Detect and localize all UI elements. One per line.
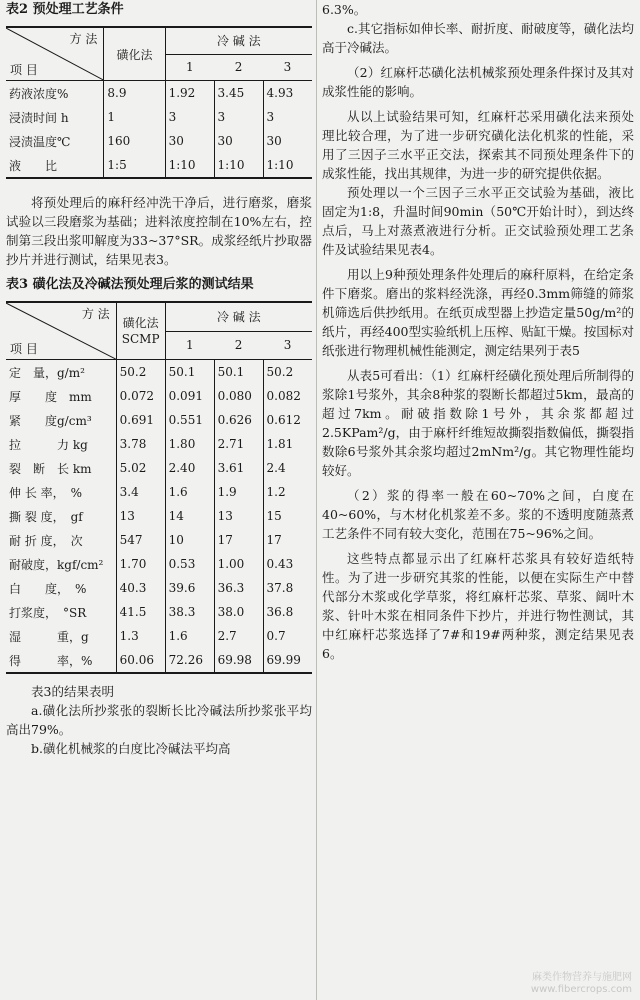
cell-value: 3 [263, 105, 312, 129]
cell-value: 5.02 [116, 456, 165, 480]
table-row [6, 600, 312, 624]
table-row [6, 456, 312, 480]
cell-value: 0.082 [263, 384, 312, 408]
row-label: 耐 折 度， 次 [9, 533, 83, 548]
row-label: 药液浓度% [6, 81, 104, 106]
table-row [6, 624, 312, 648]
row-label: 撕 裂 度， gf [9, 509, 83, 524]
table2-diagonal-header [6, 27, 104, 81]
cell-value: 36.3 [214, 576, 263, 600]
row-label: 伸 长 率， % [9, 485, 83, 500]
cell-value: 14 [165, 504, 214, 528]
cell-value: 1.9 [214, 480, 263, 504]
cell-value: 3.61 [214, 456, 263, 480]
row-label: 液 比 [6, 153, 104, 178]
table3-diagonal-header [6, 302, 116, 360]
header-sub: 3 [263, 54, 312, 81]
cell-value: 1:10 [263, 153, 312, 178]
right-paragraph-3: 从以上试验结果可知，红麻杆芯采用磺化法来预处理比较合理，为了进一步研究磺化法化机浆的性能，采用了三因子三水平正交法，探索其不同预处理条件下的成浆性能，找出其规律，为进一步的研究提供依据。 [322, 109, 634, 181]
cell-value: 38.0 [214, 600, 263, 624]
left-note-a: a.磺化法所抄浆张的裂断长比冷碱法所抄浆张平均高出79%。 [6, 703, 312, 737]
table2-title: 表2 预处理工艺条件 [6, 2, 124, 17]
cell-value: 160 [104, 129, 165, 153]
cell-value: 3.45 [214, 81, 263, 106]
table-row [6, 552, 312, 576]
table-row [6, 528, 312, 552]
cell-value: 3.4 [116, 480, 165, 504]
cell-value: 41.5 [116, 600, 165, 624]
header-sub: 1 [165, 331, 214, 359]
cell-value: 4.93 [263, 81, 312, 106]
row-label: 浸渍时间 h [9, 110, 69, 125]
left-paragraph-1: 将预处理后的麻秆经冲洗干净后，进行磨浆，磨浆试验以三段磨浆为基础；进料浓度控制在10%左右，控制第三段出浆叩解度为33~37°SR。成浆经纸片抄取器抄片并进行测试，结果见表3。 [6, 195, 312, 267]
table-row [6, 81, 312, 106]
cell-value: 1.6 [165, 624, 214, 648]
cell-value: 0.612 [263, 408, 312, 432]
table3-title: 表3 磺化法及冷碱法预处理后浆的测试结果 [6, 277, 254, 292]
cell-value: 0.53 [165, 552, 214, 576]
cell-value: 1.3 [116, 624, 165, 648]
header-item: 项 目 [10, 63, 38, 77]
row-label: 得 率，% [6, 648, 116, 673]
table-row [6, 360, 312, 385]
table2 [6, 26, 312, 179]
table-row [6, 408, 312, 432]
cell-value: 3 [214, 105, 263, 129]
cell-value: 1.6 [165, 480, 214, 504]
cell-value: 1.70 [116, 552, 165, 576]
header-method: 方 法 [81, 307, 110, 321]
table-row [6, 480, 312, 504]
table-row [6, 105, 312, 129]
cell-value: 3.78 [116, 432, 165, 456]
header-method: 方 法 [69, 32, 98, 46]
right-column [322, 0, 634, 663]
row-label: 打浆度， °SR [9, 605, 87, 620]
table-row [6, 504, 312, 528]
cell-value: 30 [165, 129, 214, 153]
cell-value: 39.6 [165, 576, 214, 600]
row-label: 耐破度，kgf/cm² [9, 557, 104, 572]
cell-value: 15 [263, 504, 312, 528]
right-paragraph-5: 用以上9种预处理条件处理后的麻秆原料，在给定条件下磨浆。磨出的浆料经洗涤，再经0.3mm筛缝的筛浆机筛选后供抄纸用。在纸页成型器上抄造定量50g/m²的纸片，再经400型实验纸机上压榨、贴缸干燥。按国标对纸张进行物理机械性能测定，测定结果列于表5 [322, 267, 634, 358]
watermark-line1: 麻类作物营养与施肥网 [532, 972, 632, 983]
header-scmp-line1: 磺化法 [122, 316, 159, 330]
cell-value: 1:10 [165, 153, 214, 178]
watermark [531, 972, 632, 996]
cell-value: 547 [116, 528, 165, 552]
table-row [6, 153, 312, 178]
cell-value: 50.2 [116, 360, 165, 385]
right-paragraph-4: 预处理以一个三因子三水平正交试验为基础，液比固定为1:8，升温时间90min（50℃开始计时），到达终点后，马上对蒸煮液进行分析。正交试验预处理工艺条件及试验结果见表4。 [322, 185, 634, 257]
header-sub: 2 [214, 331, 263, 359]
cell-value: 40.3 [116, 576, 165, 600]
header-cold-alkali: 冷 碱 法 [165, 302, 312, 331]
cell-value: 8.9 [104, 81, 165, 106]
cell-value: 1.2 [263, 480, 312, 504]
header-sub: 3 [263, 331, 312, 359]
cell-value: 0.072 [116, 384, 165, 408]
cell-value: 0.43 [263, 552, 312, 576]
right-paragraph-7: （2）浆的得率一般在60~70%之间，白度在40~60%，与木材化机浆差不多。浆的不透明度随蒸煮工艺条件不同有较大变化，范围在75~96%之间。 [322, 488, 634, 541]
row-label: 定 量，g/m² [6, 360, 116, 385]
table-row [6, 384, 312, 408]
row-label: 白 度， % [9, 581, 87, 596]
cell-value: 3 [165, 105, 214, 129]
header-sub: 1 [165, 54, 214, 81]
cell-value: 1.80 [165, 432, 214, 456]
cell-value: 50.2 [263, 360, 312, 385]
cell-value: 0.551 [165, 408, 214, 432]
cell-value: 0.626 [214, 408, 263, 432]
cell-value: 1:5 [104, 153, 165, 178]
table-row [6, 648, 312, 673]
header-sulfonation: 磺化法 [104, 27, 165, 81]
left-notes-title: 表3的结果表明 [31, 684, 114, 699]
cell-value: 0.691 [116, 408, 165, 432]
right-paragraph-1: c.其它指标如伸长率、耐折度、耐破度等，磺化法均高于冷碱法。 [322, 21, 634, 55]
header-item: 项 目 [10, 342, 38, 356]
row-label: 厚 度 mm [9, 389, 92, 404]
cell-value: 60.06 [116, 648, 165, 673]
table-row [6, 129, 312, 153]
cell-value: 50.1 [214, 360, 263, 385]
cell-value: 0.080 [214, 384, 263, 408]
cell-value: 2.71 [214, 432, 263, 456]
column-divider [316, 0, 317, 1000]
cell-value: 50.1 [165, 360, 214, 385]
right-paragraph-0: 6.3%。 [322, 2, 367, 17]
cell-value: 13 [116, 504, 165, 528]
watermark-line2: www.fibercrops.com [530, 984, 632, 995]
right-paragraph-2: （2）红麻杆芯磺化法机械浆预处理条件探讨及其对成浆性能的影响。 [322, 65, 634, 99]
table3 [6, 301, 312, 674]
header-scmp [116, 302, 165, 360]
row-label: 浸渍温度℃ [9, 134, 71, 149]
cell-value: 1.92 [165, 81, 214, 106]
cell-value: 17 [214, 528, 263, 552]
cell-value: 2.7 [214, 624, 263, 648]
row-label: 拉 力 kg [9, 437, 88, 452]
cell-value: 69.99 [263, 648, 312, 673]
cell-value: 0.7 [263, 624, 312, 648]
cell-value: 38.3 [165, 600, 214, 624]
cell-value: 1.00 [214, 552, 263, 576]
cell-value: 1.81 [263, 432, 312, 456]
cell-value: 36.8 [263, 600, 312, 624]
cell-value: 37.8 [263, 576, 312, 600]
row-label: 湿 重，g [9, 629, 89, 644]
table-row [6, 432, 312, 456]
cell-value: 69.98 [214, 648, 263, 673]
cell-value: 30 [214, 129, 263, 153]
cell-value: 72.26 [165, 648, 214, 673]
left-column [6, 0, 312, 758]
table-row [6, 576, 312, 600]
header-scmp-line2: SCMP [121, 332, 160, 346]
row-label: 裂 断 长 km [9, 461, 92, 476]
cell-value: 1 [104, 105, 165, 129]
row-label: 紧 度g/cm³ [9, 413, 92, 428]
cell-value: 1:10 [214, 153, 263, 178]
cell-value: 2.40 [165, 456, 214, 480]
header-sub: 2 [214, 54, 263, 81]
left-note-b: b.磺化机械浆的白度比冷碱法平均高 [31, 741, 231, 756]
header-cold-alkali: 冷 碱 法 [165, 27, 312, 54]
right-paragraph-6: 从表5可看出：（1）红麻杆经磺化预处理后所制得的浆除1号浆外，其余8种浆的裂断长都超过5km，最高的超过7km。耐破指数除1号外，其余浆都超过2.5KPam²/g，由于麻杆纤维短故撕裂指数偏低，撕裂指数除6号浆外其余浆均超过2mNm²/g。其它物理性能均较好。 [322, 368, 634, 478]
cell-value: 2.4 [263, 456, 312, 480]
right-paragraph-8: 这些特点都显示出了红麻杆芯浆具有较好造纸特性。为了进一步研究其浆的性能，以便在实际生产中替代部分木浆或化学草浆，将红麻杆芯浆、草浆、阔叶木浆、针叶木浆在相同条件下抄片，并进行物性测试，其中红麻杆芯浆选择了7#和19#两种浆，测定结果见表6。 [322, 551, 634, 661]
cell-value: 17 [263, 528, 312, 552]
cell-value: 10 [165, 528, 214, 552]
cell-value: 0.091 [165, 384, 214, 408]
cell-value: 30 [263, 129, 312, 153]
cell-value: 13 [214, 504, 263, 528]
